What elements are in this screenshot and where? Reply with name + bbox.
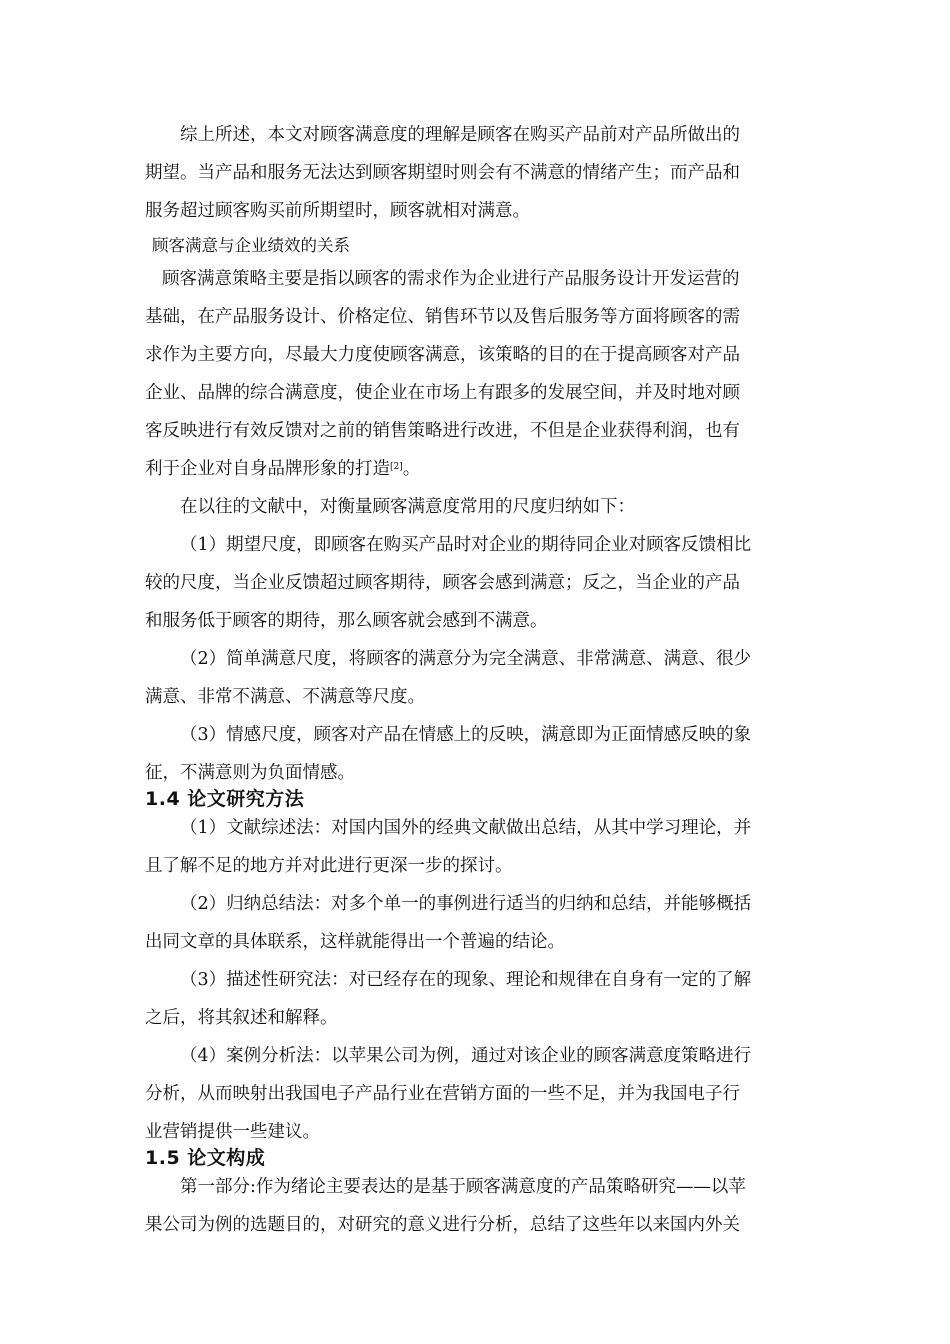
- list-item-line: 和服务低于顾客的期待，那么顾客就会感到不满意。: [145, 611, 548, 631]
- list-item-line: 业营销提供一些建议。: [145, 1122, 320, 1142]
- section-heading: 1.5 论文构成: [145, 1147, 266, 1169]
- list-item-line: 征，不满意则为负面情感。: [145, 763, 355, 783]
- paragraph-line: 基础，在产品服务设计、价格定位、销售环节以及售后服务等方面将顾客的需: [145, 307, 740, 327]
- list-item-line: （2）归纳总结法：对多个单一的事例进行适当的归纳和总结，并能够概括: [180, 894, 752, 914]
- paragraph-line: 顾客满意策略主要是指以顾客的需求作为企业进行产品服务设计开发运营的: [162, 269, 740, 289]
- paragraph-line: 果公司为例的选题目的，对研究的意义进行分析，总结了这些年以来国内外关: [145, 1215, 740, 1235]
- subsection-heading: 顾客满意与企业绩效的关系: [152, 236, 350, 255]
- list-item-line: 较的尺度，当企业反馈超过顾客期待，顾客会感到满意；反之，当企业的产品: [145, 573, 740, 593]
- paragraph-line: 企业、品牌的综合满意度，使企业在市场上有跟多的发展空间，并及时地对顾: [145, 383, 740, 403]
- list-item-line: （2）简单满意尺度，将顾客的满意分为完全满意、非常满意、满意、很少: [180, 649, 752, 669]
- list-item-line: （1）文献综述法：对国内国外的经典文献做出总结，从其中学习理论，并: [180, 818, 752, 838]
- paragraph-end: 。: [402, 459, 421, 479]
- paragraph-line: 客反映进行有效反馈对之前的销售策略进行改进，不但是企业获得利润，也有: [145, 421, 740, 441]
- list-item-line: （3）情感尺度，顾客对产品在情感上的反映，满意即为正面情感反映的象: [180, 725, 752, 745]
- paragraph-line: 服务超过顾客购买前所期望时，顾客就相对满意。: [145, 201, 530, 221]
- paragraph-line: 第一部分:作为绪论主要表达的是基于顾客满意度的产品策略研究——以苹: [180, 1177, 746, 1197]
- list-item-line: 满意、非常不满意、不满意等尺度。: [145, 687, 425, 707]
- section-heading: 1.4 论文研究方法: [145, 788, 305, 810]
- paragraph-line: 综上所述，本文对顾客满意度的理解是顾客在购买产品前对产品所做出的: [180, 125, 740, 145]
- list-item-line: （4）案例分析法：以苹果公司为例，通过对该企业的顾客满意度策略进行: [180, 1046, 752, 1066]
- citation-ref: [2]: [390, 462, 403, 472]
- paragraph-line: 在以往的文献中，对衡量顾客满意度常用的尺度归纳如下：: [180, 497, 635, 517]
- paragraph-line: 期望。当产品和服务无法达到顾客期望时则会有不满意的情绪产生；而产品和: [145, 163, 740, 183]
- paragraph-line: [145, 457, 420, 481]
- paragraph-line: 求作为主要方向，尽最大力度使顾客满意，该策略的目的在于提高顾客对产品: [145, 345, 740, 365]
- list-item-line: （3）描述性研究法：对已经存在的现象、理论和规律在自身有一定的了解: [180, 970, 752, 990]
- list-item-line: 之后，将其叙述和解释。: [145, 1008, 338, 1028]
- list-item-line: 分析，从而映射出我国电子产品行业在营销方面的一些不足，并为我国电子行: [145, 1084, 740, 1104]
- list-item-line: 出同文章的具体联系，这样就能得出一个普遍的结论。: [145, 932, 565, 952]
- list-item-line: （1）期望尺度，即顾客在购买产品时对企业的期待同企业对顾客反馈相比: [180, 535, 752, 555]
- list-item-line: 且了解不足的地方并对此进行更深一步的探讨。: [145, 856, 513, 876]
- paragraph-text: 利于企业对自身品牌形象的打造: [145, 459, 390, 479]
